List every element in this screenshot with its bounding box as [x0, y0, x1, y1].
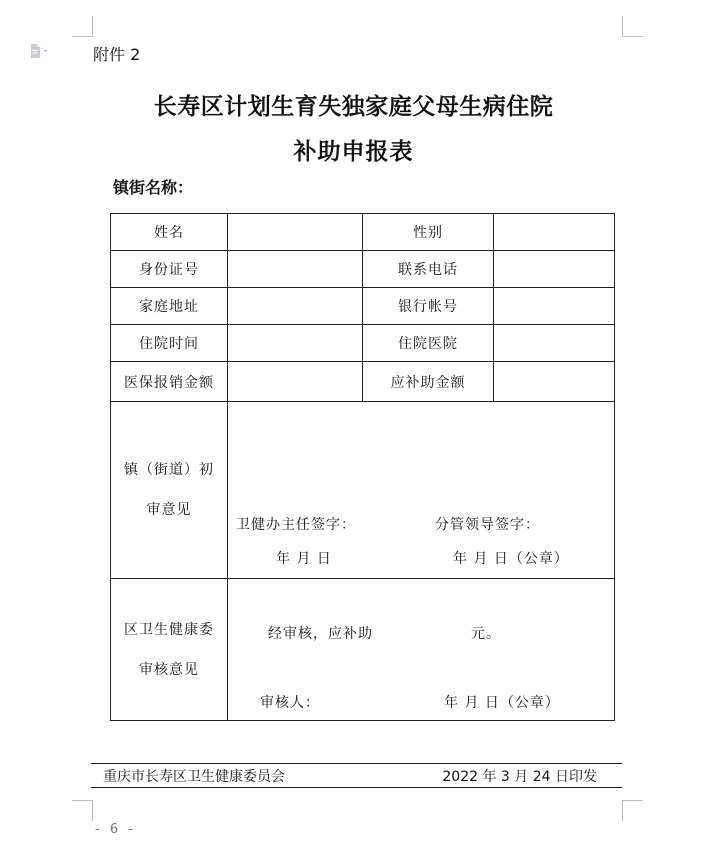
id-number-field[interactable]	[228, 251, 363, 288]
gender-field[interactable]	[494, 214, 615, 251]
crop-mark-bottom-left	[72, 800, 93, 821]
hospital-name-label: 住院医院	[363, 325, 494, 362]
crop-mark-top-left	[72, 16, 93, 37]
town-review-row	[111, 402, 615, 579]
footer-issuer: 重庆市长寿区卫生健康委员会	[103, 769, 285, 785]
bank-account-label: 银行帐号	[363, 288, 494, 325]
footer-divider-top	[91, 763, 622, 764]
town-review-date-right: 年 月 日（公章）	[453, 551, 569, 567]
table-row	[111, 362, 615, 402]
town-review-field[interactable]	[228, 402, 615, 579]
town-review-label: 镇（街道）初 审意见	[111, 402, 228, 579]
district-review-date: 年 月 日（公章）	[444, 695, 560, 711]
district-review-row	[111, 579, 615, 721]
hospital-name-field[interactable]	[494, 325, 615, 362]
name-label: 姓名	[111, 214, 228, 251]
address-label: 家庭地址	[111, 288, 228, 325]
page-number: - 6 -	[95, 822, 136, 837]
town-name-label: 镇街名称：	[113, 178, 194, 197]
reviewer-label: 审核人：	[260, 695, 320, 711]
town-director-sign-label: 卫健办主任签字：	[236, 517, 356, 533]
table-row	[111, 325, 615, 362]
district-review-field[interactable]	[228, 579, 615, 721]
subsidy-amount-label: 应补助金额	[363, 362, 494, 402]
phone-label: 联系电话	[363, 251, 494, 288]
table-row	[111, 214, 615, 251]
hospital-time-field[interactable]	[228, 325, 363, 362]
bank-account-field[interactable]	[494, 288, 615, 325]
insurance-amount-field[interactable]	[228, 362, 363, 402]
crop-mark-top-right	[622, 16, 643, 37]
amount-unit-text: 元。	[471, 626, 501, 642]
table-row	[111, 251, 615, 288]
hospital-time-label: 住院时间	[111, 325, 228, 362]
subsidy-amount-field[interactable]	[494, 362, 615, 402]
attachment-label: 附件 2	[93, 45, 141, 64]
insurance-amount-label: 医保报销金额	[111, 362, 228, 402]
document-title-line2: 补助申报表	[293, 138, 414, 165]
application-form-table	[110, 213, 615, 721]
phone-field[interactable]	[494, 251, 615, 288]
name-field[interactable]	[228, 214, 363, 251]
address-field[interactable]	[228, 288, 363, 325]
table-row	[111, 288, 615, 325]
district-review-label: 区卫生健康委 审核意见	[111, 579, 228, 721]
id-number-label: 身份证号	[111, 251, 228, 288]
document-title-line1: 长寿区计划生育失独家庭父母生病住院	[153, 93, 554, 120]
approved-subsidy-text: 经审核，应补助	[268, 626, 373, 642]
crop-mark-bottom-right	[622, 800, 643, 821]
footer-divider-bottom	[91, 787, 622, 788]
town-review-date-left: 年 月 日	[276, 551, 332, 567]
gender-label: 性别	[363, 214, 494, 251]
document-icon[interactable]	[30, 44, 52, 58]
leader-sign-label: 分管领导签字：	[435, 517, 540, 533]
footer-print-date: 2022 年 3 月 24 日印发	[442, 769, 597, 785]
